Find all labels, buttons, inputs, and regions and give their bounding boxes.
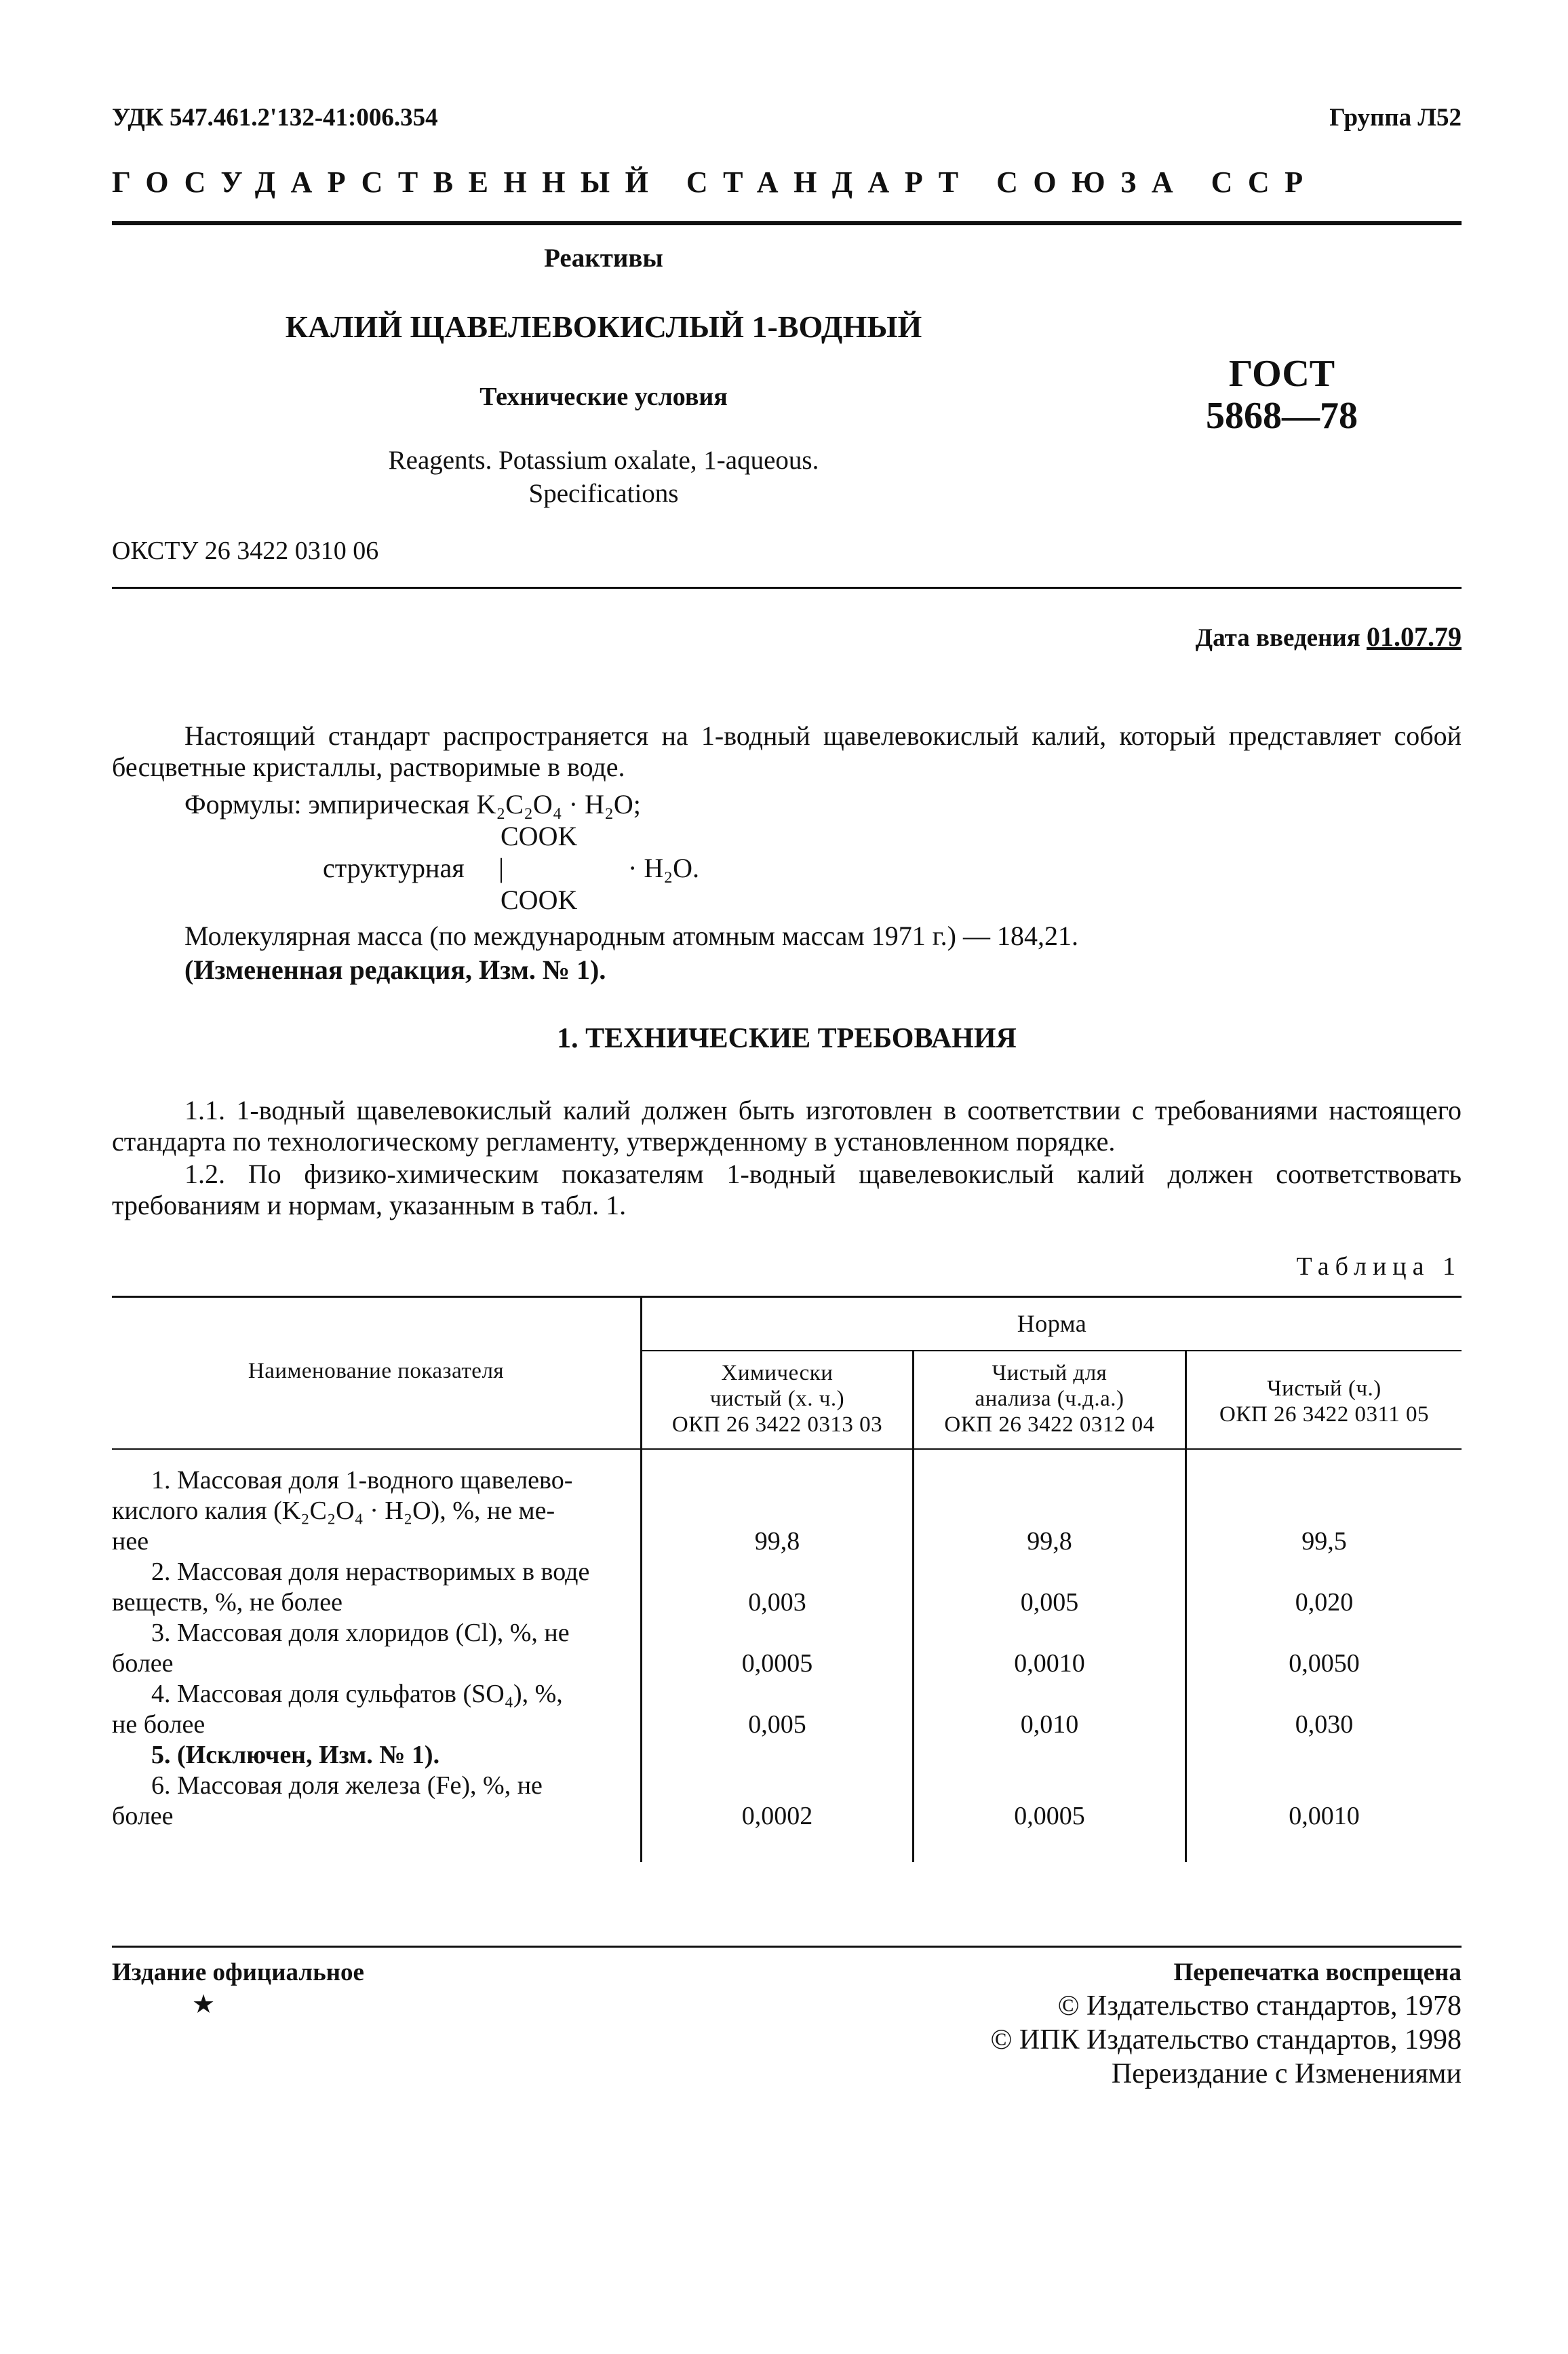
requirements-table (112, 1296, 1462, 1862)
table-row (112, 1618, 627, 1679)
grade-3-line2: ОКП 26 3422 0311 05 (1219, 1402, 1429, 1427)
grade-header-3 (1187, 1376, 1462, 1427)
grade-1-line3: ОКП 26 3422 0313 03 (671, 1412, 883, 1437)
row-3-value-3: 0,0050 (1289, 1649, 1360, 1678)
english-title-line2: Specifications (528, 479, 679, 508)
structural-cook-bottom: COOK (501, 885, 578, 915)
row-3-line2: более (112, 1649, 174, 1678)
gost-code: 5868—78 (1206, 395, 1358, 437)
row-6-line2: более (112, 1802, 174, 1830)
table-top-border (112, 1296, 1462, 1298)
grade-1-line1: Химически (721, 1361, 834, 1385)
intro-date-value: 01.07.79 (1367, 621, 1462, 652)
col-header-name: Наименование показателя (248, 1359, 505, 1383)
header-bottom-border (112, 1448, 1462, 1450)
paragraph-1-1: 1.1. 1-водный щавелевокислый калий должен быть изготовлен в соответствии с требованиями настоящего стандарта по технологическому регламенту, утвержденному в установленном порядке. (112, 1095, 1462, 1157)
star-icon: ★ (192, 1990, 216, 2019)
row-3-line1: 3. Массовая доля хлоридов (Cl), %, не (151, 1619, 570, 1647)
category-title: Реактивы (544, 244, 663, 273)
formula-empirical-label: Формулы: эмпирическая (184, 789, 470, 819)
paragraph-1-2: 1.2. По физико-химическим показателям 1-водный щавелевокислый калий должен соответствовать требованиям и нормам, указанным в табл. 1. (112, 1159, 1462, 1220)
table-row (112, 1465, 627, 1557)
intro-date (1196, 621, 1462, 653)
row-2-value-3: 0,020 (1295, 1588, 1354, 1617)
section-heading: 1. ТЕХНИЧЕСКИЕ ТРЕБОВАНИЯ (557, 1023, 1017, 1054)
group-code: Группа Л52 (1329, 104, 1462, 132)
document-subtitle: Технические условия (479, 383, 728, 411)
row-6-value-3: 0,0010 (1289, 1802, 1360, 1830)
grade-2-line3: ОКП 26 3422 0312 04 (944, 1412, 1155, 1437)
row-6-value-2: 0,0005 (1014, 1802, 1085, 1830)
document-title: КАЛИЙ ЩАВЕЛЕВОКИСЛЫЙ 1-ВОДНЫЙ (285, 309, 922, 344)
col-header-norm: Норма (1017, 1310, 1087, 1337)
row-3-value-1: 0,0005 (741, 1649, 813, 1678)
amendment-note: (Измененная редакция, Изм. № 1). (184, 954, 606, 985)
row-4-value-2: 0,010 (1020, 1710, 1079, 1739)
grade-header-2 (914, 1360, 1185, 1438)
table-row (151, 1740, 626, 1771)
formula-empirical-value: K₂C₂O₄ · H₂O; (476, 789, 641, 819)
molecular-mass: Молекулярная масса (по международным атомным массам 1971 г.) — 184,21. (184, 921, 1078, 951)
row-6-value-1: 0,0002 (741, 1802, 813, 1830)
row-1-line2: кислого калия (K₂C₂O₄ · H₂O), %, не ме- (112, 1497, 555, 1525)
structural-label: структурная (323, 853, 465, 883)
row-4-line2: не более (112, 1710, 205, 1739)
row-2-line2: веществ, %, не более (112, 1588, 342, 1617)
table-row (112, 1771, 627, 1832)
grade-header-1 (642, 1360, 912, 1438)
header-rule (112, 221, 1462, 225)
grade-3-line1: Чистый (ч.) (1267, 1376, 1381, 1401)
scope-paragraph: Настоящий стандарт распространяется на 1-водный щавелевокислый калий, который представляет собой бесцветные кристаллы, растворимые в воде. (112, 720, 1462, 782)
row-1-value-3: 99,5 (1301, 1527, 1347, 1556)
udk-code: УДК 547.461.2'132-41:006.354 (112, 104, 438, 132)
footer-rule (112, 1946, 1462, 1948)
reprint-notice: Перепечатка воспрещена (1173, 1959, 1462, 1986)
copyright-block (990, 1989, 1462, 2091)
title-rule (112, 587, 1462, 589)
norm-divider (640, 1350, 1462, 1351)
structural-bond: | (498, 853, 505, 883)
row-1-value-2: 99,8 (1027, 1527, 1072, 1556)
english-title (112, 444, 1095, 510)
grade-2-line1: Чистый для (992, 1361, 1108, 1385)
row-2-value-1: 0,003 (748, 1588, 806, 1617)
row-3-value-2: 0,0010 (1014, 1649, 1085, 1678)
copyright-1998: © ИПК Издательство стандартов, 1998 (990, 2024, 1462, 2056)
state-standard-heading: ГОСУДАРСТВЕННЫЙ СТАНДАРТ СОЮЗА ССР (112, 166, 1318, 199)
row-4-value-1: 0,005 (748, 1710, 806, 1739)
table-row (112, 1679, 627, 1740)
structural-cook-top: COOK (501, 821, 578, 851)
gost-label: ГОСТ (1228, 353, 1335, 395)
row-2-value-2: 0,005 (1020, 1588, 1079, 1617)
grade-1-line2: чистый (х. ч.) (709, 1387, 845, 1411)
okstu-code: ОКСТУ 26 3422 0310 06 (112, 537, 379, 565)
row-4-value-3: 0,030 (1295, 1710, 1354, 1739)
row-1-value-1: 99,8 (754, 1527, 800, 1556)
formula-empirical-line (184, 789, 641, 820)
reissue-note: Переиздание с Изменениями (1111, 2058, 1462, 2089)
official-edition: Издание официальное (112, 1959, 364, 1986)
structural-water: · H₂O. (628, 853, 700, 883)
row-1-line1: 1. Массовая доля 1-водного щавелево- (151, 1466, 573, 1494)
intro-date-label: Дата введения (1195, 624, 1360, 652)
row-2-line1: 2. Массовая доля нерастворимых в воде (151, 1558, 590, 1586)
row-4-line1: 4. Массовая доля сульфатов (SO₄), %, (151, 1680, 563, 1708)
table-row (112, 1557, 627, 1618)
gost-number (1146, 353, 1417, 437)
row-1-line3: нее (112, 1527, 149, 1556)
grade-2-line2: анализа (ч.д.а.) (975, 1387, 1124, 1411)
copyright-1978: © Издательство стандартов, 1978 (1057, 1990, 1462, 2022)
row-5-line1: 5. (Исключен, Изм. № 1). (151, 1741, 440, 1769)
row-6-line1: 6. Массовая доля железа (Fe), %, не (151, 1771, 543, 1800)
english-title-line1: Reagents. Potassium oxalate, 1-aqueous. (388, 446, 819, 475)
table-caption: Таблица 1 (1296, 1252, 1462, 1281)
